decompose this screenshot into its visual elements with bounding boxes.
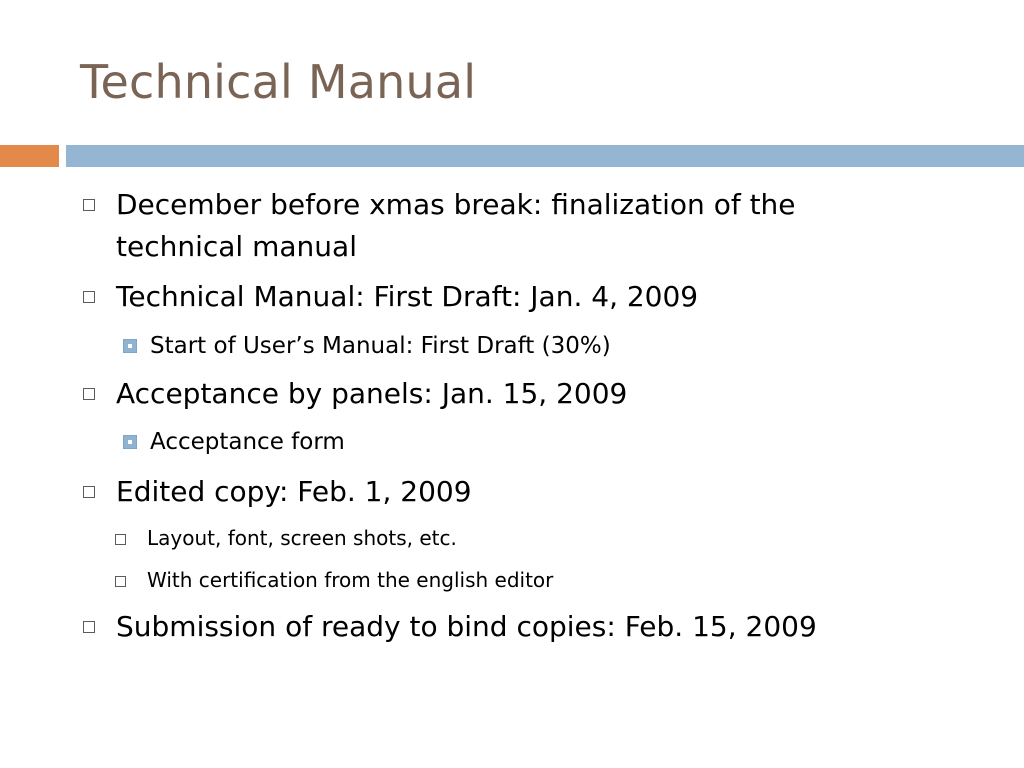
bullet-item-layout	[147, 524, 907, 552]
bullet-text: With certification from the english editor	[147, 568, 554, 592]
bullet-item-acceptance-form	[150, 427, 910, 457]
bullet-text: Start of User’s Manual: First Draft (30%)	[150, 333, 611, 359]
checkbox-outline-icon	[83, 388, 95, 400]
bullet-item-user-manual	[150, 331, 910, 361]
checkbox-outline-icon	[83, 291, 95, 303]
bullet-text: December before xmas break: finalization of the technical manual	[116, 188, 796, 263]
bullet-item-december	[116, 184, 906, 268]
bullet-item-submission	[116, 606, 906, 648]
slide-title: Technical Manual	[80, 55, 477, 109]
bullet-text: Acceptance form	[150, 429, 345, 455]
bullet-text: Edited copy: Feb. 1, 2009	[116, 475, 472, 508]
bullet-item-certification	[147, 566, 907, 594]
bullet-text: Layout, font, screen shots, etc.	[147, 526, 457, 550]
checkbox-outline-icon	[83, 621, 95, 633]
bullet-item-technical-manual-draft	[116, 276, 906, 318]
square-bullet-icon	[123, 435, 137, 449]
bullet-text: Acceptance by panels: Jan. 15, 2009	[116, 377, 628, 410]
square-bullet-icon	[123, 339, 137, 353]
checkbox-outline-icon	[83, 199, 95, 211]
bullet-text: Technical Manual: First Draft: Jan. 4, 2009	[116, 280, 699, 313]
checkbox-outline-icon	[115, 534, 126, 545]
bullet-text: Submission of ready to bind copies: Feb. 15, 2009	[116, 610, 817, 643]
checkbox-outline-icon	[83, 486, 95, 498]
bullet-item-edited-copy	[116, 471, 906, 513]
bullet-item-acceptance-panels	[116, 373, 906, 415]
checkbox-outline-icon	[115, 576, 126, 587]
